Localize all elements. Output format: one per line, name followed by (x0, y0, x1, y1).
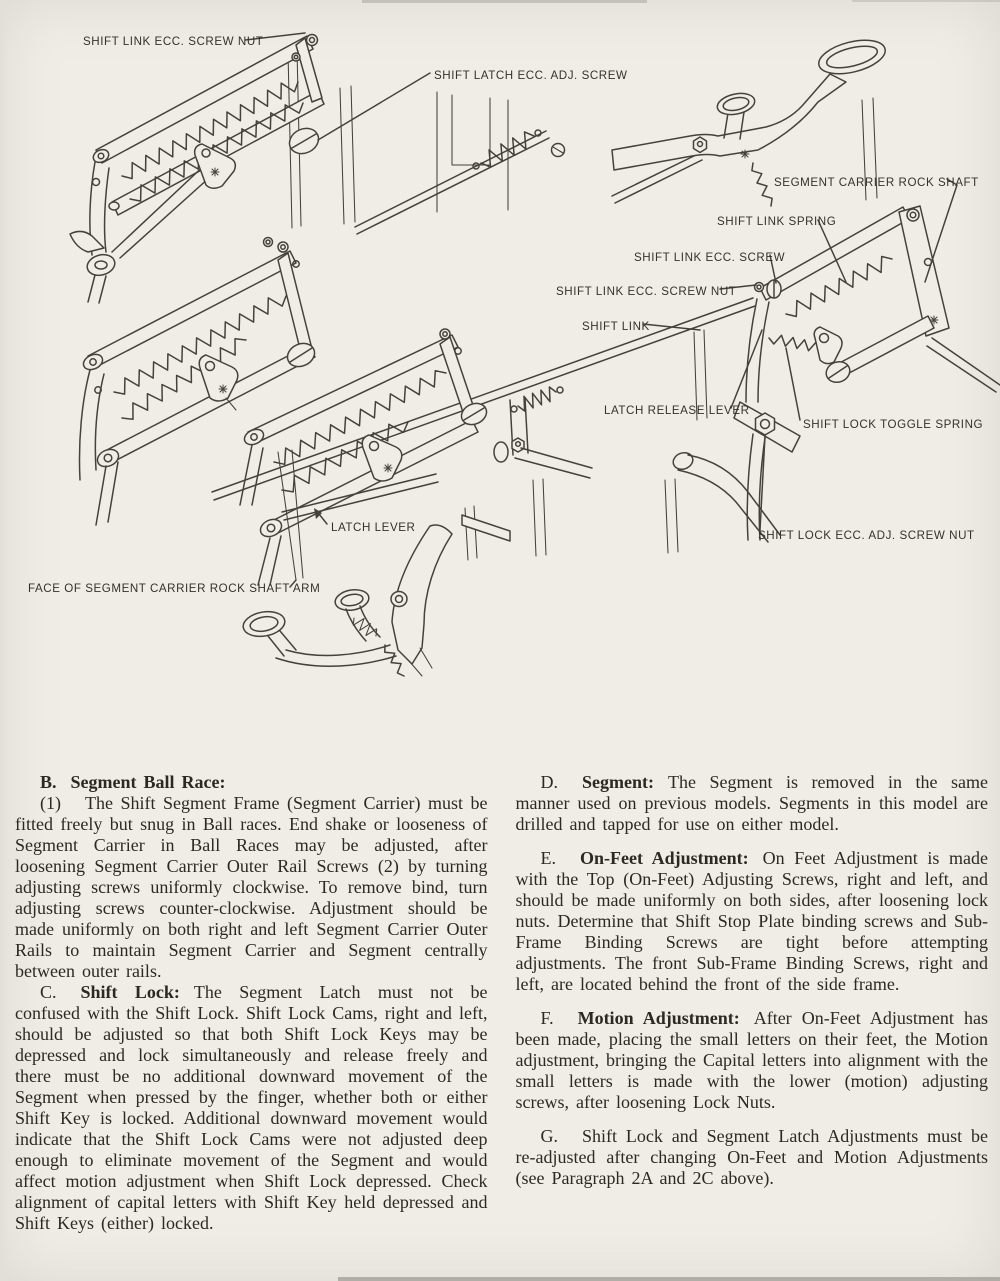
paragraph-e-title: On-Feet Adjustment: (580, 848, 749, 868)
paragraph-f-title: Motion Adjustment: (577, 1008, 740, 1028)
label-latch-release-lever: LATCH RELEASE LEVER (604, 404, 750, 417)
paragraph-d-letter: D. (540, 772, 558, 792)
latch-lever-lower (494, 398, 592, 478)
label-shift-latch-ecc-adj-screw: SHIFT LATCH ECC. ADJ. SCREW (434, 69, 628, 82)
manual-text (15, 772, 988, 1234)
paragraph-c-letter: C. (40, 982, 57, 1002)
label-shift-link-ecc-screw-nut-top: SHIFT LINK ECC. SCREW NUT (83, 35, 264, 48)
paragraph-f-letter: F. (540, 1008, 554, 1028)
label-segment-carrier-rock-shaft: SEGMENT CARRIER ROCK SHAFT (774, 176, 979, 189)
label-shift-link-spring: SHIFT LINK SPRING (717, 215, 837, 228)
paragraph-e-body: On Feet Adjustment is made with the Top (On-Feet) Adjusting Screws, right and left, and should be made uniformly on both sides, after loosening lock nuts. Determine that Shift Stop Plate binding screws and Sub-Frame Binding Screws are tight before attempting adjustments. The front Sub-Frame Binding Screws, right and left, are located behind the front of the side frame. (515, 848, 988, 994)
label-shift-link-ecc-screw-nut: SHIFT LINK ECC. SCREW NUT (556, 285, 737, 298)
label-shift-lock-toggle-spring: SHIFT LOCK TOGGLE SPRING (803, 418, 984, 431)
label-face-of-segment-carrier-rock-shaft-arm: FACE OF SEGMENT CARRIER ROCK SHAFT ARM (28, 582, 321, 595)
paragraph-b1 (15, 793, 488, 982)
right-column (516, 772, 989, 1234)
paragraph-d (516, 772, 989, 835)
paragraph-e (516, 848, 989, 995)
label-shift-link: SHIFT LINK (582, 320, 650, 333)
left-column (15, 772, 488, 1234)
paragraph-f (516, 1008, 989, 1113)
label-shift-lock-ecc-adj-screw-nut: SHIFT LOCK ECC. ADJ. SCREW NUT (758, 529, 975, 542)
paragraph-f-body: After On-Feet Adjustment has been made, placing the small letters on their feet, the Motion adjustment, bringing the Capital letters into alignment with the small letters is made with the lower (motion) adjusting screws, after loosening Lock Nuts. (515, 1008, 989, 1112)
paragraph-g-body: Shift Lock and Segment Latch Adjustments must be re-adjusted after changing On-Feet and Motion Adjustments (see Paragraph 2A and 2C above). (515, 1126, 988, 1188)
paragraph-g-letter: G. (540, 1126, 558, 1146)
paragraph-c (15, 982, 488, 1234)
paragraph-g (516, 1126, 989, 1189)
paragraph-b-heading (15, 772, 488, 793)
paragraph-c-body: The Segment Latch must not be confused with the Shift Lock. Shift Lock Cams, right and left, should be adjusted so that both Shift Lock Keys may be depressed and lock simultaneously and release freely and there must be no additional downward movement of the Segment when pressed by the finger, whether both or either Shift Key is locked. Additional downward movement would indicate that the Shift Lock Cams were not adjusted deep enough to eliminate movement of the Segment and would affect motion adjustment when Shift Lock depressed. Check alignment of capital letters with Shift Key held depressed and Shift Keys (either) locked. (15, 982, 488, 1233)
paragraph-b1-lead: (1) (40, 793, 61, 813)
paragraph-d-body: The Segment is removed in the same manner used on previous models. Segments in this model are drilled and tapped for use on either model. (515, 772, 988, 834)
label-shift-link-ecc-screw: SHIFT LINK ECC. SCREW (634, 251, 786, 264)
scan-edge-artifact (338, 1277, 1000, 1281)
label-latch-lever: LATCH LEVER (331, 521, 416, 534)
paragraph-b1-body: The Shift Segment Frame (Segment Carrier) must be fitted freely but snug in Ball races. End shake or looseness of Segment Carrier in Ball Races may be adjusted, after loosening Segment Carrier Outer Rail Screws (2) by turning adjusting screws uniformly clockwise. To remove bind, turn adjusting screws counter-clockwise. Adjustment should be made uniformly on both right and left Segment Carrier Outer Rails to maintain Segment Carrier and Segment centrally between outer rails. (15, 793, 488, 981)
paragraph-b-letter: B. (40, 772, 57, 792)
paragraph-c-title: Shift Lock: (80, 982, 180, 1002)
shift-key-cranks-bottom (241, 450, 780, 676)
paragraph-e-letter: E. (540, 848, 556, 868)
paragraph-d-title: Segment: (582, 772, 654, 792)
paragraph-b-title: Segment Ball Race: (70, 772, 226, 792)
